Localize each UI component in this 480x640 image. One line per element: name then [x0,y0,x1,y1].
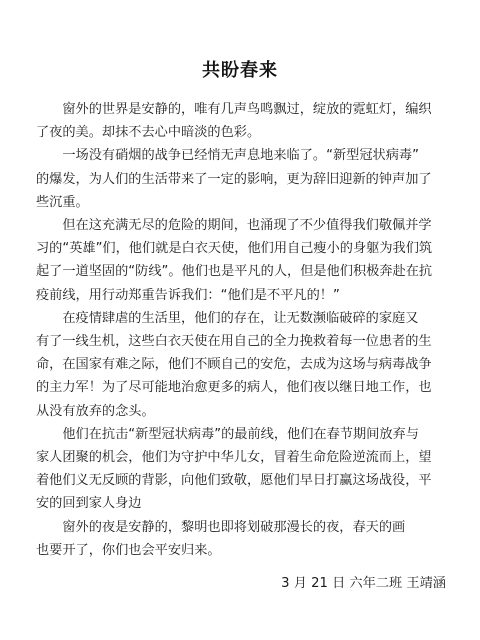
text-line: 窗外的夜是安静的，黎明也即将划破那漫长的夜，春天的画 [36,519,406,535]
text-line: 从没有放弃的念头。 [36,403,155,419]
signature-line: 3 月 21 日 六年二班 王靖涵 [281,576,446,591]
text-line: 着他们义无反顾的背影，向他们致敬，愿他们早日打赢这场战役，平 [36,473,432,489]
paragraph [36,307,456,423]
text-line: 也要开了，你们也会平安归来。 [36,542,221,558]
text-line: 些沉重。 [36,194,89,210]
paragraph [36,214,456,307]
document-title: 共盼春来 [202,60,278,81]
text-line: 起了一道坚固的“防线”。他们也是平凡的人，但是他们积极奔赴在抗 [36,264,433,280]
text-line: 他们在抗击“新型冠状病毒”的最前线，他们在春节期间放弃与 [36,426,419,442]
text-line: 的主力军！为了尽可能地治愈更多的病人，他们夜以继日地工作，也 [36,380,432,396]
text-line: 的爆发，为人们的生活带来了一定的影响，更为辞旧迎新的钟声加了 [36,171,432,187]
paragraph [36,98,456,144]
text-line: 有了一线生机，这些白衣天使在用自己的全力挽救着每一位患者的生 [36,334,432,350]
text-line: 窗外的世界是安静的，唯有几声鸟鸣飘过，绽放的霓虹灯，编织 [36,102,432,117]
text-line: 疫前线，用行动郑重告诉我们：“他们是不平凡的！” [36,287,340,303]
text-line: 一场没有硝烟的战争已经悄无声息地来临了。“新型冠状病毒” [36,148,419,164]
text-line: 但在这充满无尽的危险的期间，也涌现了不少值得我们敬佩并学 [36,218,432,234]
paragraph [36,423,456,516]
document-body [36,98,456,562]
text-line: 家人团聚的机会，他们为守护中华儿女，冒着生命危险逆流而上，望 [36,450,432,466]
paragraph [36,144,456,214]
text-line: 习的“英雄”们，他们就是白衣天使，他们用自己瘦小的身躯为我们筑 [36,241,433,257]
text-line: 在疫情肆虐的生活里，他们的存在，让无数濒临破碎的家庭又 [36,310,419,326]
paragraph [36,516,456,562]
text-line: 了夜的美。却抹不去心中暗淡的色彩。 [36,125,261,141]
text-line: 命，在国家有难之际，他们不顾自己的安危，去成为这场与病毒战争 [36,357,432,373]
text-line: 安的回到家人身边 [36,496,142,512]
